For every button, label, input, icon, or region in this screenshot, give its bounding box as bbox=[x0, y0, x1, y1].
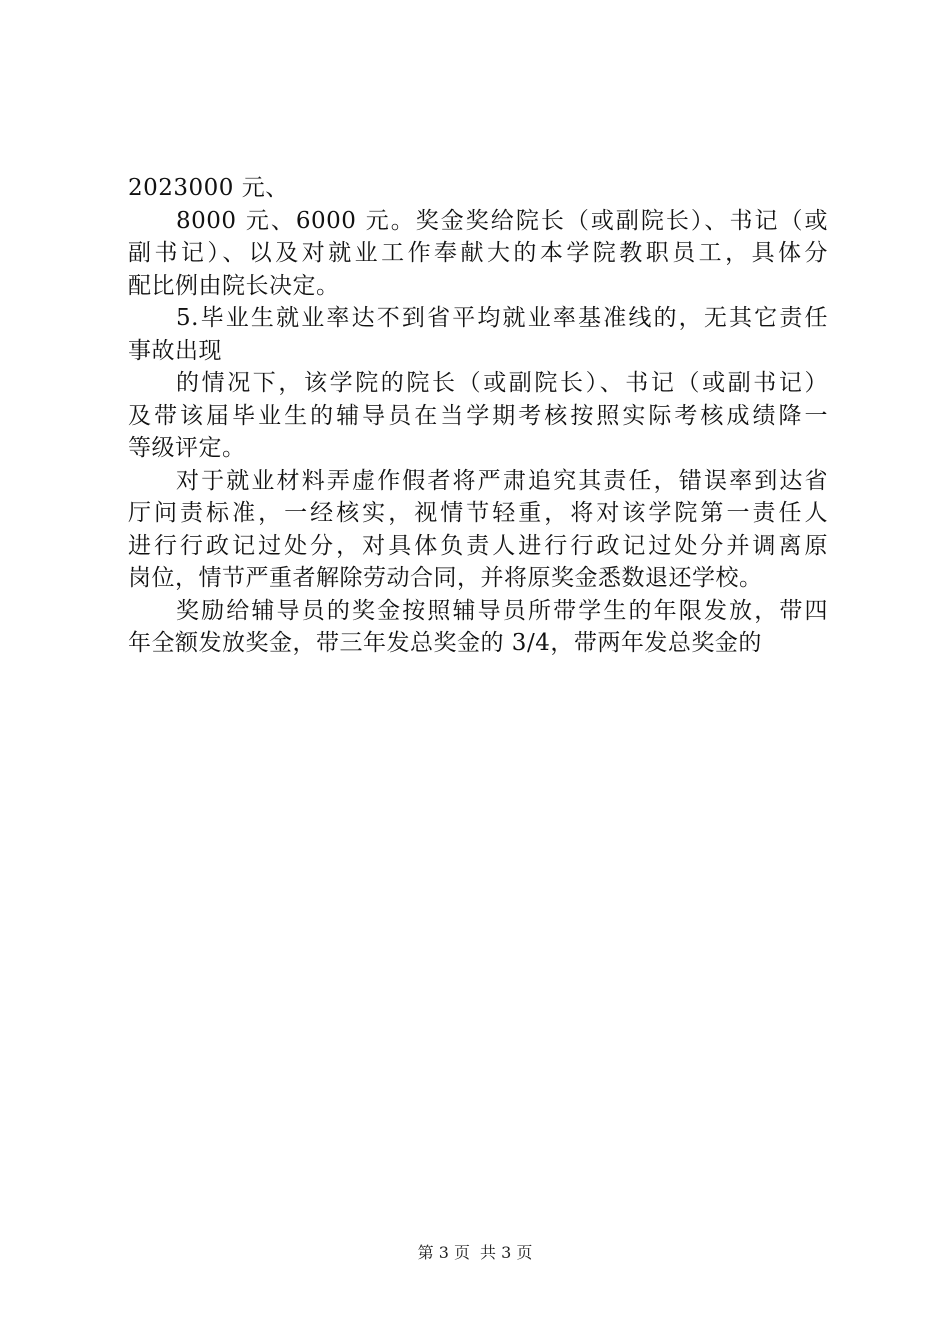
text-line: 的情况下，该学院的院长（或副院长）、书记（或副书记） bbox=[176, 370, 828, 396]
page-footer bbox=[0, 1243, 950, 1263]
text-line: 2023000 元、 bbox=[128, 175, 289, 201]
text-line: 及带该届毕业生的辅导员在当学期考核按照实际考核成绩降一 bbox=[128, 402, 828, 429]
text-line: 年全额发放奖金，带三年发总奖金的 3/4，带两年发总奖金的 bbox=[128, 630, 762, 656]
document-body bbox=[128, 172, 828, 660]
page-number: 第 3 页 bbox=[417, 1243, 470, 1262]
text-line: 副书记）、以及对就业工作奉献大的本学院教职员工，具体分 bbox=[128, 240, 828, 266]
text-line: 事故出现 bbox=[128, 337, 222, 364]
text-line: 奖励给辅导员的奖金按照辅导员所带学生的年限发放，带四 bbox=[176, 597, 828, 624]
text-line: 岗位，情节严重者解除劳动合同，并将原奖金悉数退还学校。 bbox=[128, 565, 763, 591]
page-total: 共 3 页 bbox=[480, 1243, 533, 1262]
text-line: 厅问责标准，一经核实，视情节轻重，将对该学院第一责任人 bbox=[128, 500, 828, 526]
text-line: 对于就业材料弄虚作假者将严肃追究其责任，错误率到达省 bbox=[176, 467, 828, 494]
text-line: 8000 元、6000 元。奖金奖给院长（或副院长）、书记（或 bbox=[176, 207, 828, 234]
text-line: 进行行政记过处分，对具体负责人进行行政记过处分并调离原 bbox=[128, 532, 828, 559]
text-line: 配比例由院长决定。 bbox=[128, 272, 340, 299]
text-line: 5.毕业生就业率达不到省平均就业率基准线的，无其它责任 bbox=[176, 305, 828, 331]
text-line: 等级评定。 bbox=[128, 435, 246, 461]
